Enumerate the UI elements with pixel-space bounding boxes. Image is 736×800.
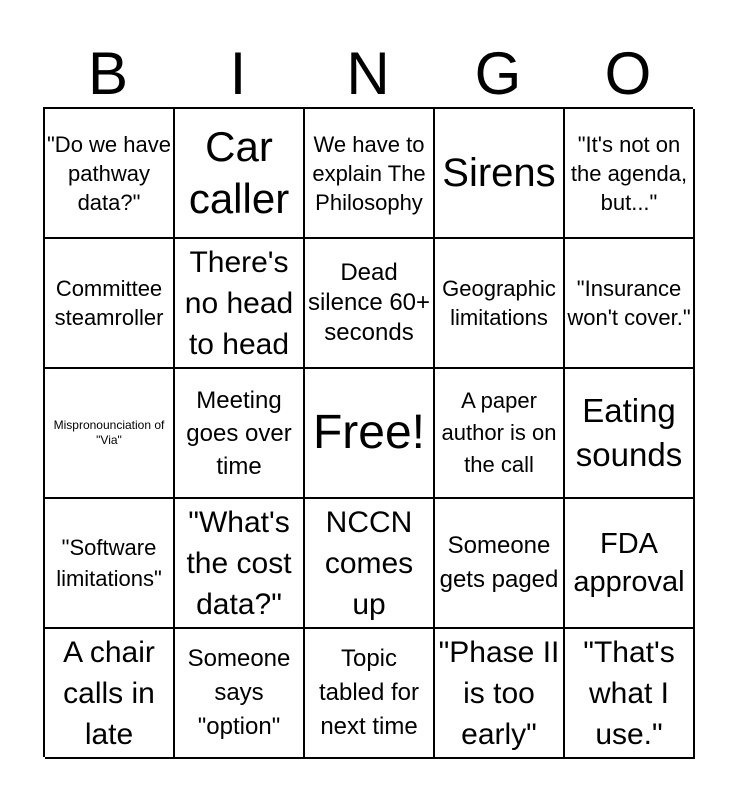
- cell-text: Someone gets paged: [439, 532, 559, 593]
- cell-text: NCCN comes up: [324, 505, 414, 621]
- bingo-cell[interactable]: [435, 369, 565, 499]
- cell-text: A chair calls in late: [63, 635, 155, 751]
- bingo-cell[interactable]: [175, 239, 305, 369]
- header-letter-n: N: [346, 40, 390, 107]
- bingo-cell[interactable]: [45, 629, 175, 759]
- bingo-cell[interactable]: [565, 499, 695, 629]
- header-letter-g: G: [474, 40, 522, 107]
- bingo-cell[interactable]: [435, 109, 565, 239]
- bingo-cell[interactable]: [305, 239, 435, 369]
- cell-text: Committee steamroller: [54, 276, 164, 330]
- bingo-cell[interactable]: [565, 369, 695, 499]
- cell-text: A paper author is on the call: [441, 388, 557, 477]
- bingo-cell[interactable]: [435, 629, 565, 759]
- cell-text: Mispronounciation of "Via": [53, 418, 165, 447]
- bingo-cell[interactable]: [305, 109, 435, 239]
- bingo-cell[interactable]: [565, 629, 695, 759]
- bingo-cell free-space[interactable]: [305, 369, 435, 499]
- cell-text: "Phase II is too early": [438, 635, 560, 751]
- bingo-cell[interactable]: [45, 239, 175, 369]
- cell-text: "What's the cost data?": [186, 505, 292, 621]
- cell-text: Sirens: [442, 150, 556, 195]
- header-letter-o: O: [604, 40, 652, 107]
- bingo-cell[interactable]: [45, 369, 175, 499]
- bingo-cell[interactable]: [305, 499, 435, 629]
- bingo-header: [43, 40, 693, 108]
- header-letter-i: I: [229, 40, 247, 107]
- bingo-cell[interactable]: [45, 499, 175, 629]
- cell-text: Eating sounds: [575, 392, 683, 473]
- cell-text: FDA approval: [573, 528, 685, 598]
- bingo-cell[interactable]: [565, 109, 695, 239]
- cell-text: Car caller: [188, 123, 290, 222]
- cell-text: Someone says "option": [187, 645, 291, 740]
- bingo-board: [43, 107, 693, 757]
- cell-text: "Insurance won't cover.": [567, 276, 691, 330]
- cell-text: "That's what I use.": [583, 635, 675, 751]
- bingo-cell[interactable]: [175, 629, 305, 759]
- cell-text: Dead silence 60+ seconds: [307, 259, 431, 346]
- free-space-text: Free!: [312, 406, 426, 459]
- cell-text: There's no head to head: [184, 245, 294, 361]
- bingo-cell[interactable]: [175, 109, 305, 239]
- cell-text: "It's not on the agenda, but...": [570, 131, 688, 215]
- cell-text: Meeting goes over time: [186, 386, 292, 480]
- bingo-cell[interactable]: [435, 499, 565, 629]
- cell-text: Geographic limitations: [442, 276, 556, 330]
- cell-text: Topic tabled for next time: [318, 645, 420, 740]
- header-letter-b: B: [87, 40, 129, 107]
- cell-text: "Do we have pathway data?": [47, 131, 171, 215]
- bingo-cell[interactable]: [435, 239, 565, 369]
- cell-text: "Software limitations": [56, 535, 162, 591]
- bingo-cell[interactable]: [175, 499, 305, 629]
- cell-text: We have to explain The Philosophy: [312, 131, 426, 215]
- bingo-cell[interactable]: [565, 239, 695, 369]
- bingo-cell[interactable]: [305, 629, 435, 759]
- bingo-cell[interactable]: [45, 109, 175, 239]
- bingo-cell[interactable]: [175, 369, 305, 499]
